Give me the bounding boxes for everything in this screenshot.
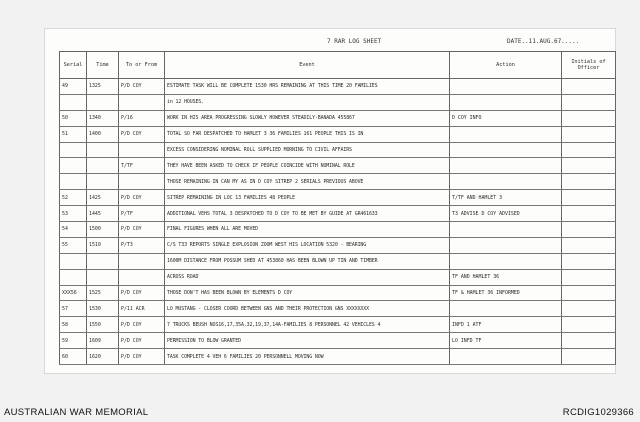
cell-action [450, 349, 562, 365]
cell-initials [562, 206, 616, 222]
footer-record-id: RCDIG1029366 [562, 407, 634, 418]
table-row [60, 349, 616, 365]
cell-action: T3 ADVISE D COY ADVISED [450, 206, 562, 222]
cell-action: LO INFD TF [450, 333, 562, 349]
cell-event: THEY HAVE BEEN ASKED TO CHECK IF PEOPLE COINCIDE WITH NOMINAL ROLE [165, 158, 450, 174]
cell-initials [562, 94, 616, 110]
cell-time: 1620 [87, 349, 119, 365]
sheet-date: DATE..11.AUG.67..... [507, 38, 580, 45]
cell-event: WORK IN HIS AREA PROGRESSING SLOWLY HOWEVER STEADILY-BANADA 455867 [165, 110, 450, 126]
cell-time: 1525 [87, 285, 119, 301]
cell-to-from: P/D COY [119, 126, 165, 142]
cell-to-from [119, 142, 165, 158]
cell-action [450, 94, 562, 110]
cell-action [450, 174, 562, 190]
cell-initials [562, 79, 616, 95]
cell-to-from [119, 94, 165, 110]
table-row [60, 142, 616, 158]
cell-event: THOSE DON'T HAS BEEN BLOWN BY ELEMENTS D COY [165, 285, 450, 301]
cell-time: 1340 [87, 110, 119, 126]
cell-to-from: P/D COY [119, 79, 165, 95]
table-row [60, 237, 616, 253]
log-body [60, 79, 616, 365]
cell-action [450, 237, 562, 253]
cell-action: TF AND HAMLET 36 [450, 269, 562, 285]
cell-initials [562, 285, 616, 301]
cell-serial [60, 94, 87, 110]
col-initials: Initials of Officer [562, 52, 616, 79]
cell-action [450, 222, 562, 238]
cell-to-from: P/T3 [119, 237, 165, 253]
cell-serial: 59 [60, 333, 87, 349]
cell-initials [562, 110, 616, 126]
cell-action [450, 142, 562, 158]
cell-serial: 54 [60, 222, 87, 238]
cell-initials [562, 269, 616, 285]
cell-serial: 53 [60, 206, 87, 222]
table-row [60, 333, 616, 349]
table-row [60, 222, 616, 238]
cell-serial [60, 253, 87, 269]
cell-event: THOSE REMAINING IN CAN MY AS IN D COY SITREP 2 SERIALS PREVIOUS ABOVE [165, 174, 450, 190]
log-table [59, 51, 616, 365]
cell-time [87, 94, 119, 110]
table-row [60, 269, 616, 285]
cell-action: INFD 1 ATF [450, 317, 562, 333]
cell-serial: 49 [60, 79, 87, 95]
col-time: Time [87, 52, 119, 79]
table-row [60, 285, 616, 301]
cell-serial [60, 142, 87, 158]
cell-time [87, 158, 119, 174]
cell-to-from: P/D COY [119, 190, 165, 206]
cell-event: FINAL FIGURES WHEN ALL ARE MOVED [165, 222, 450, 238]
cell-to-from [119, 253, 165, 269]
table-row [60, 158, 616, 174]
cell-event: ESTIMATE TASK WILL BE COMPLETE 1530 HRS REMAINING AT THIS TIME 20 FAMILIES [165, 79, 450, 95]
cell-event: LO MUSTANG - CLOSER COORD BETWEEN GNS AND THEIR PROTECTION GNS XXXXXXXX [165, 301, 450, 317]
cell-serial: 51 [60, 126, 87, 142]
cell-event: C/S T33 REPORTS SINGLE EXPLOSION ZOOM WEST HIS LOCATION 5320 - BEARING [165, 237, 450, 253]
cell-time: 1325 [87, 79, 119, 95]
cell-serial: 57 [60, 301, 87, 317]
table-row [60, 206, 616, 222]
cell-time [87, 174, 119, 190]
cell-event: TOTAL SO FAR DESPATCHED TO HAMLET 3 36 FAMILIES 161 PEOPLE THIS IS IN [165, 126, 450, 142]
footer-institution: AUSTRALIAN WAR MEMORIAL [4, 407, 149, 418]
cell-initials [562, 158, 616, 174]
cell-time [87, 142, 119, 158]
col-event: Event [165, 52, 450, 79]
table-row [60, 174, 616, 190]
cell-serial: 58 [60, 317, 87, 333]
table-row [60, 110, 616, 126]
table-header-row [60, 52, 616, 79]
cell-event: SITREP REMAINING IN LOC 13 FAMILIES 48 PEOPLE [165, 190, 450, 206]
log-sheet [44, 28, 616, 374]
cell-time: 1445 [87, 206, 119, 222]
cell-event: TASK COMPLETE 4 VEH 6 FAMILIES 20 PERSONNELL MOVING NOW [165, 349, 450, 365]
cell-initials [562, 333, 616, 349]
cell-initials [562, 222, 616, 238]
cell-initials [562, 237, 616, 253]
cell-action [450, 126, 562, 142]
cell-serial [60, 174, 87, 190]
cell-serial: 55 [60, 237, 87, 253]
cell-initials [562, 190, 616, 206]
cell-to-from: P/TF [119, 206, 165, 222]
cell-time: 1500 [87, 222, 119, 238]
cell-event: 1600M DISTANCE FROM POSSUM SHED AT 453860 HAS BEEN BLOWN UP TIN AND TIMBER [165, 253, 450, 269]
table-row [60, 126, 616, 142]
col-to-from: To or From [119, 52, 165, 79]
cell-to-from: P/D COY [119, 222, 165, 238]
cell-to-from [119, 269, 165, 285]
cell-initials [562, 317, 616, 333]
cell-initials [562, 174, 616, 190]
cell-to-from: P/D COY [119, 317, 165, 333]
cell-time: 1510 [87, 237, 119, 253]
table-row [60, 79, 616, 95]
table-row [60, 94, 616, 110]
cell-event: ACROSS ROAD [165, 269, 450, 285]
cell-to-from: P/D COY [119, 285, 165, 301]
cell-action: TF & HAMLET 36 INFORMED [450, 285, 562, 301]
table-row [60, 317, 616, 333]
table-row [60, 301, 616, 317]
cell-to-from: P/D COY [119, 333, 165, 349]
cell-initials [562, 349, 616, 365]
cell-to-from: P/11 ACR [119, 301, 165, 317]
cell-event: 7 TRUCKS BEUSH NOS16,17,35A,32,19,37,14A-FAMILIES 8 PERSONNEL 42 VEHICLES 4 [165, 317, 450, 333]
cell-time: 1425 [87, 190, 119, 206]
cell-action [450, 158, 562, 174]
cell-serial: XXX56 [60, 285, 87, 301]
cell-initials [562, 253, 616, 269]
cell-to-from: P/16 [119, 110, 165, 126]
cell-time [87, 253, 119, 269]
cell-event: PERMISSION TO BLOW GRANTED [165, 333, 450, 349]
cell-action [450, 253, 562, 269]
cell-event: in 12 HOUSES. [165, 94, 450, 110]
cell-initials [562, 142, 616, 158]
cell-serial [60, 269, 87, 285]
cell-time: 1400 [87, 126, 119, 142]
cell-action [450, 301, 562, 317]
cell-serial: 60 [60, 349, 87, 365]
cell-initials [562, 126, 616, 142]
cell-serial [60, 158, 87, 174]
table-row [60, 253, 616, 269]
cell-time: 1609 [87, 333, 119, 349]
col-serial: Serial [60, 52, 87, 79]
cell-time [87, 269, 119, 285]
cell-serial: 52 [60, 190, 87, 206]
cell-event: ADDITIONAL VEHS TOTAL 3 DESPATCHED TO D COY TO BE MET BY GUIDE AT GR461633 [165, 206, 450, 222]
cell-initials [562, 301, 616, 317]
cell-time: 1530 [87, 301, 119, 317]
cell-to-from: P/D COY [119, 349, 165, 365]
sheet-title: 7 RAR LOG SHEET [327, 38, 382, 45]
cell-action: D COY INFO [450, 110, 562, 126]
cell-time: 1550 [87, 317, 119, 333]
col-action: Action [450, 52, 562, 79]
cell-to-from [119, 174, 165, 190]
cell-action [450, 79, 562, 95]
cell-serial: 50 [60, 110, 87, 126]
cell-to-from: T/TF [119, 158, 165, 174]
table-row [60, 190, 616, 206]
cell-event: EXCESS CONSIDERING NOMINAL ROLL SUPPLIED MORNING TO CIVIL AFFAIRS [165, 142, 450, 158]
cell-action: T/TF AND HAMLET 3 [450, 190, 562, 206]
